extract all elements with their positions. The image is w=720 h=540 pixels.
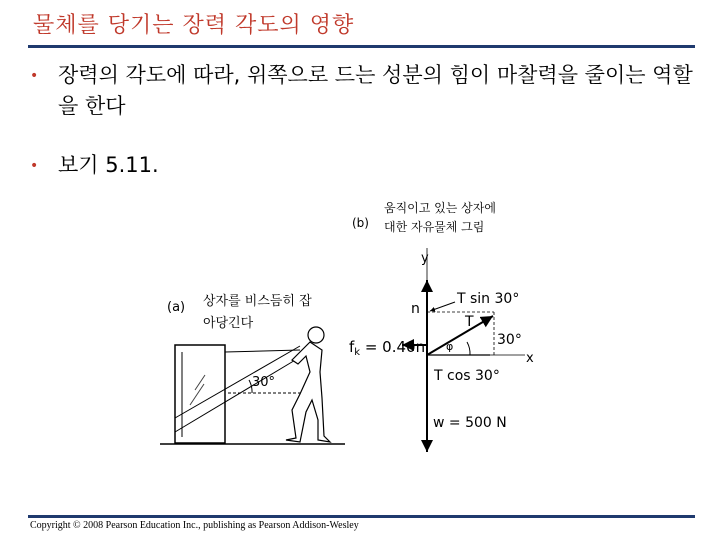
y-axis-label: y: [421, 251, 429, 266]
figure-b-label: (b): [352, 216, 369, 230]
bullet-marker: •: [30, 68, 39, 84]
bullet-marker: •: [30, 158, 39, 174]
figure-a-angle-label: 30°: [252, 375, 276, 390]
tsin-pointer: [430, 302, 455, 311]
figure-a-caption-line1: 상자를 비스듬히 잡: [203, 294, 312, 309]
figure-b-caption-line2: 대한 자유물체 그림: [384, 220, 485, 234]
footer-divider: [28, 515, 695, 518]
figure-a-caption-line2: 아당긴다: [203, 316, 254, 331]
weight-label: w = 500 N: [433, 415, 507, 431]
tension-label: T: [465, 314, 474, 330]
bullet-text: 보기 5.11.: [58, 153, 159, 177]
bullet-text: 장력의 각도에 따라, 위쪽으로 드는 성분의 힘이 마찰력을 줄이는 역할을 한다: [58, 63, 693, 118]
angle-arc: [467, 342, 470, 355]
tcos-label: T cos 30°: [434, 368, 500, 384]
tsin-label: T sin 30°: [457, 291, 520, 307]
figure-a-label: (a): [167, 300, 186, 315]
phi-label: φ: [446, 340, 454, 353]
figure-b-caption-line1: 움직이고 있는 상자에: [384, 201, 496, 215]
x-axis-label: x: [526, 351, 534, 366]
copyright-footer: Copyright © 2008 Pearson Education Inc., publishing as Pearson Addison-Wesley: [30, 520, 359, 531]
friction-label: $f_k = 0.40n$: [349, 338, 426, 358]
figure-b-angle-label: 30°: [497, 332, 522, 348]
normal-force-label: n: [411, 301, 420, 317]
tension-arrow: [427, 316, 493, 355]
slide-title: 물체를 당기는 장력 각도의 영향: [33, 13, 355, 38]
